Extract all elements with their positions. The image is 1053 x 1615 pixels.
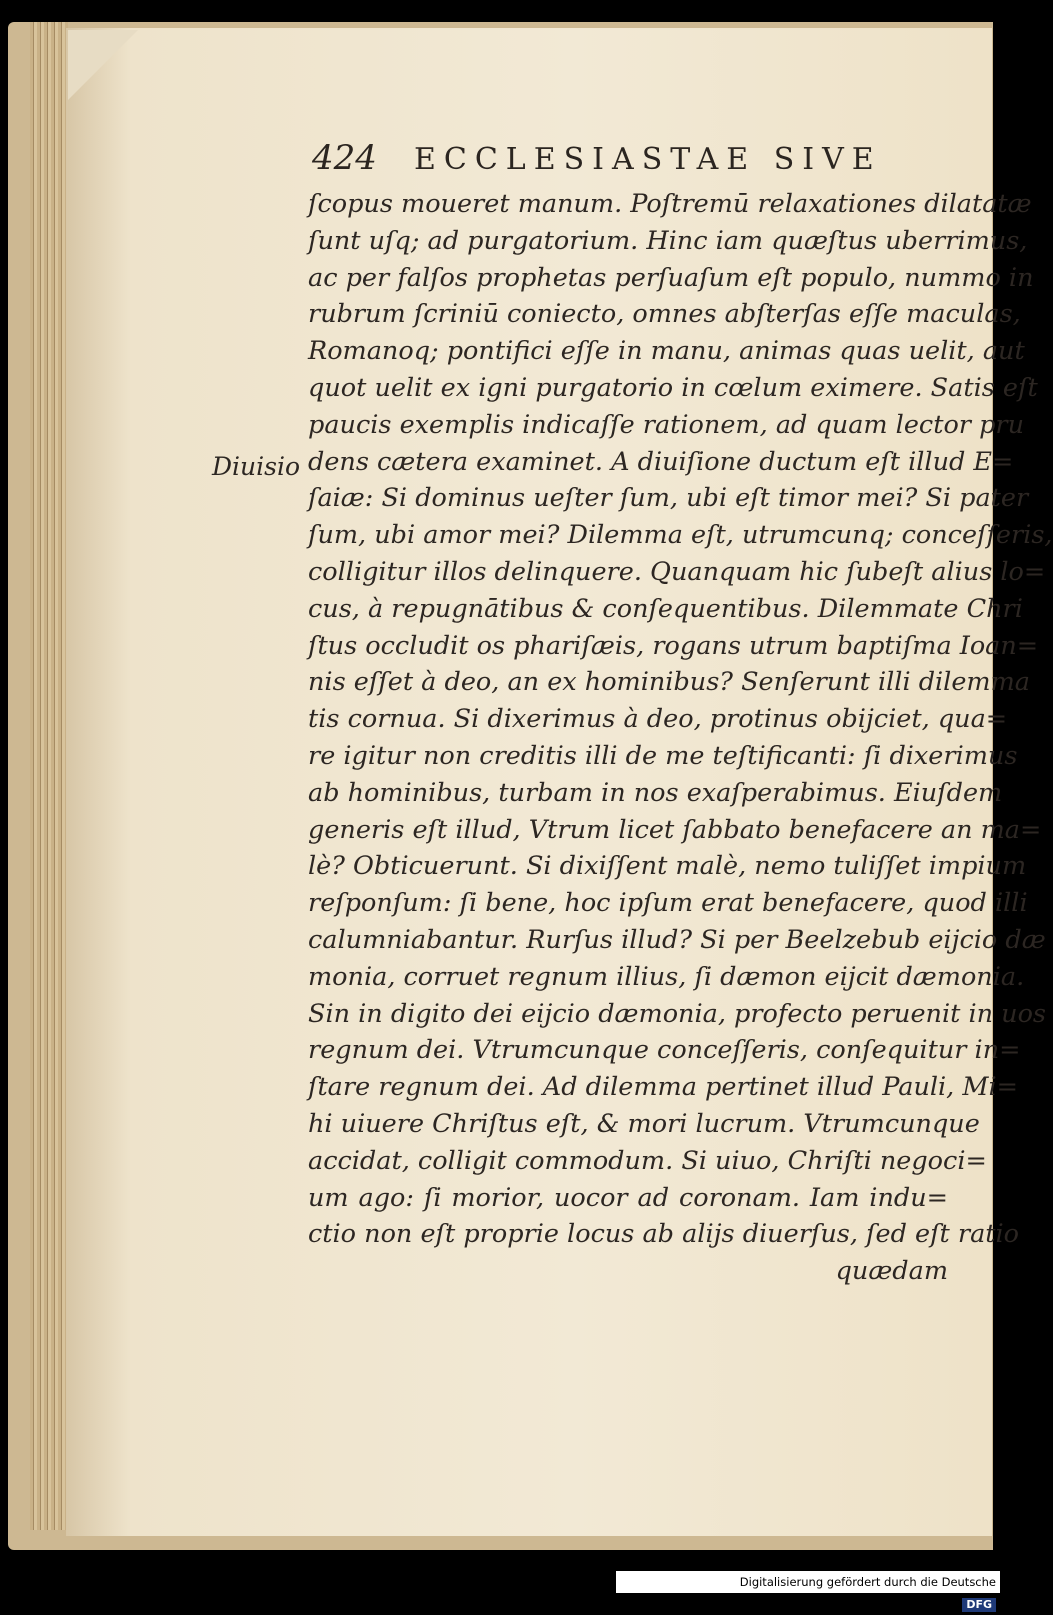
text-line: generis eſt illud, Vtrum licet ſabbato benefacere an ma= — [308, 814, 1042, 845]
text-line: regnum dei. Vtrumcunque conceſſeris, conſequitur in= — [308, 1035, 1021, 1066]
text-line: re igitur non creditis illi de me teſtificanti: ſi dixerimus — [308, 740, 1018, 771]
catchword: quædam — [835, 1256, 948, 1287]
text-line: nis eſſet à deo, an ex hominibus? Senſerunt illi dilemma — [308, 667, 1030, 698]
text-line: paucis exemplis indicaſſe rationem, ad quam lector pru — [308, 409, 1025, 440]
text-line: rubrum ſcriniū coniecto, omnes abſterſas eſſe maculas, — [308, 299, 1021, 330]
text-line: accidat, colligit commodum. Si uiuo, Chriſti negoci= — [308, 1145, 987, 1176]
page-edges — [30, 22, 68, 1530]
text-line: colligitur illos delinquere. Quanquam hic ſubeſt alius lo= — [308, 556, 1046, 587]
text-line: lè? Obticuerunt. Si dixiſſent malè, nemo tuliſſet impium — [308, 851, 1027, 882]
text-line: ab hominibus, turbam in nos exaſperabimus. Eiuſdem — [308, 777, 1003, 808]
page-number: 424 — [312, 138, 377, 178]
text-line: ctio non eſt proprie locus ab alijs diuerſus, ſed eſt ratio — [308, 1219, 1020, 1250]
body-text — [308, 186, 1053, 1290]
dfg-logo: DFG — [962, 1598, 996, 1612]
text-line: ſunt uſq; ad purgatorium. Hinc iam quæſtus uberrimus, — [308, 225, 1028, 256]
text-line: reſponſum: ſi bene, hoc ipſum erat benefacere, quod illi — [308, 888, 1028, 919]
text-line: ac per falſos prophetas perſuaſum eſt populo, nummo in — [308, 262, 1034, 293]
text-line: quot uelit ex igni purgatorio in cœlum eximere. Satis eſt — [308, 372, 1038, 403]
text-line: ſtus occludit os phariſæis, rogans utrum baptiſma Ioan= — [308, 630, 1039, 661]
text-line: tis cornua. Si dixerimus à deo, protinus obijciet, qua= — [308, 704, 1008, 735]
text-line: ſaiæ: Si dominus ueſter ſum, ubi eſt timor mei? Si pater — [308, 483, 1029, 514]
text-line: um ago: ſi morior, uocor ad coronam. Iam indu= — [308, 1182, 948, 1213]
text-line: monia, corruet regnum illius, ſi dæmon eijcit dæmonia. — [308, 961, 1025, 992]
footer-bar — [616, 1571, 1000, 1611]
header-title: ECCLESIASTAE SIVE — [414, 142, 882, 177]
text-line: cus, à repugnātibus & conſequentibus. Dilemmate Chri — [308, 593, 1023, 624]
margin-note: Diuisio — [212, 452, 301, 481]
footer-credit: Digitalisierung gefördert durch die Deutsche Forschungsgemeinschaft · — [739, 1575, 996, 1611]
running-header — [312, 138, 952, 178]
text-line: ſtare regnum dei. Ad dilemma pertinet illud Pauli, Mi= — [308, 1072, 1019, 1103]
text-line: hi uiuere Chriſtus eſt, & mori lucrum. Vtrumcunque — [308, 1108, 980, 1139]
text-line: Romanoq; pontifici eſſe in manu, animas quas uelit, aut — [308, 336, 1025, 367]
text-line: calumniabantur. Rurſus illud? Si per Beelzebub eijcio dæ — [308, 924, 1046, 955]
text-line: ſum, ubi amor mei? Dilemma eſt, utrumcunq; conceſſeris, — [308, 520, 1053, 551]
text-line: dens cætera examinet. A diuiſione ductum eſt illud E= — [308, 446, 1014, 477]
text-line: ſcopus moueret manum. Poſtremū relaxationes dilatatæ — [308, 189, 1032, 219]
text-line: Sin in digito dei eijcio dæmonia, profecto peruenit in uos — [308, 998, 1047, 1029]
folded-corner — [68, 30, 138, 100]
